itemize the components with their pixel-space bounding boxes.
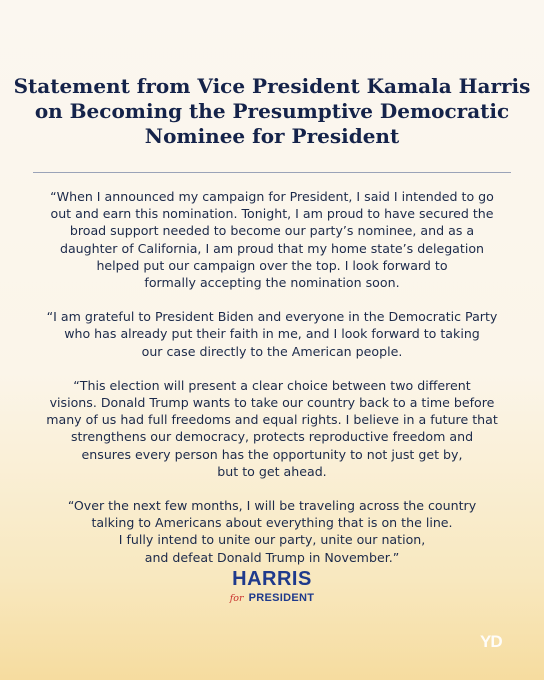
text-line: and defeat Donald Trump in November.”: [144, 549, 400, 565]
logo-president: PRESIDENT: [248, 592, 315, 604]
text-line: our case directly to the American people.: [141, 343, 403, 359]
paragraph: [20, 188, 524, 291]
text-line: who has already put their faith in me, and I look forward to taking: [64, 326, 480, 342]
logo-harris: HARRIS: [232, 568, 312, 590]
logo-subline: [0, 589, 544, 605]
text-line: talking to Americans about everything that is on the line.: [91, 515, 453, 531]
paragraph: [20, 377, 524, 480]
text-line: strengthens our democracy, protects reproductive freedom and: [70, 429, 474, 445]
text-line: but to get ahead.: [217, 463, 327, 479]
text-line: ensures every person has the opportunity to not just get by,: [81, 446, 463, 462]
text-line: “I am grateful to President Biden and everyone in the Democratic Party: [46, 309, 498, 325]
text-line: I fully intend to unite our party, unite our nation,: [118, 532, 426, 548]
text-line: helped put our campaign over the top. I look forward to: [96, 257, 448, 273]
text-line: “When I announced my campaign for President, I said I intended to go: [50, 189, 494, 204]
statement-title: [0, 74, 544, 149]
statement-body: [20, 188, 524, 583]
title-line: Statement from Vice President Kamala Harris: [13, 74, 531, 98]
text-line: formally accepting the nomination soon.: [144, 275, 400, 291]
title-line: Nominee for President: [144, 124, 400, 148]
harris-for-president-logo: [0, 569, 544, 605]
title-line: on Becoming the Presumptive Democratic: [34, 99, 510, 123]
paragraph: [20, 308, 524, 360]
text-line: many of us had full freedoms and equal rights. I believe in a future that: [46, 412, 498, 428]
text-line: out and earn this nomination. Tonight, I am proud to have secured the: [50, 206, 494, 222]
text-line: “This election will present a clear choice between two different: [73, 377, 471, 393]
title-divider: [33, 172, 511, 173]
text-line: daughter of California, I am proud that my home state’s delegation: [59, 240, 485, 256]
logo-for: for: [229, 593, 244, 604]
text-line: broad support needed to become our party’s nominee, and as a: [69, 223, 475, 239]
text-line: “Over the next few months, I will be traveling across the country: [67, 498, 477, 514]
paragraph: [20, 497, 524, 566]
text-line: visions. Donald Trump wants to take our country back to a time before: [49, 395, 495, 411]
watermark-logo: YD: [480, 632, 502, 651]
